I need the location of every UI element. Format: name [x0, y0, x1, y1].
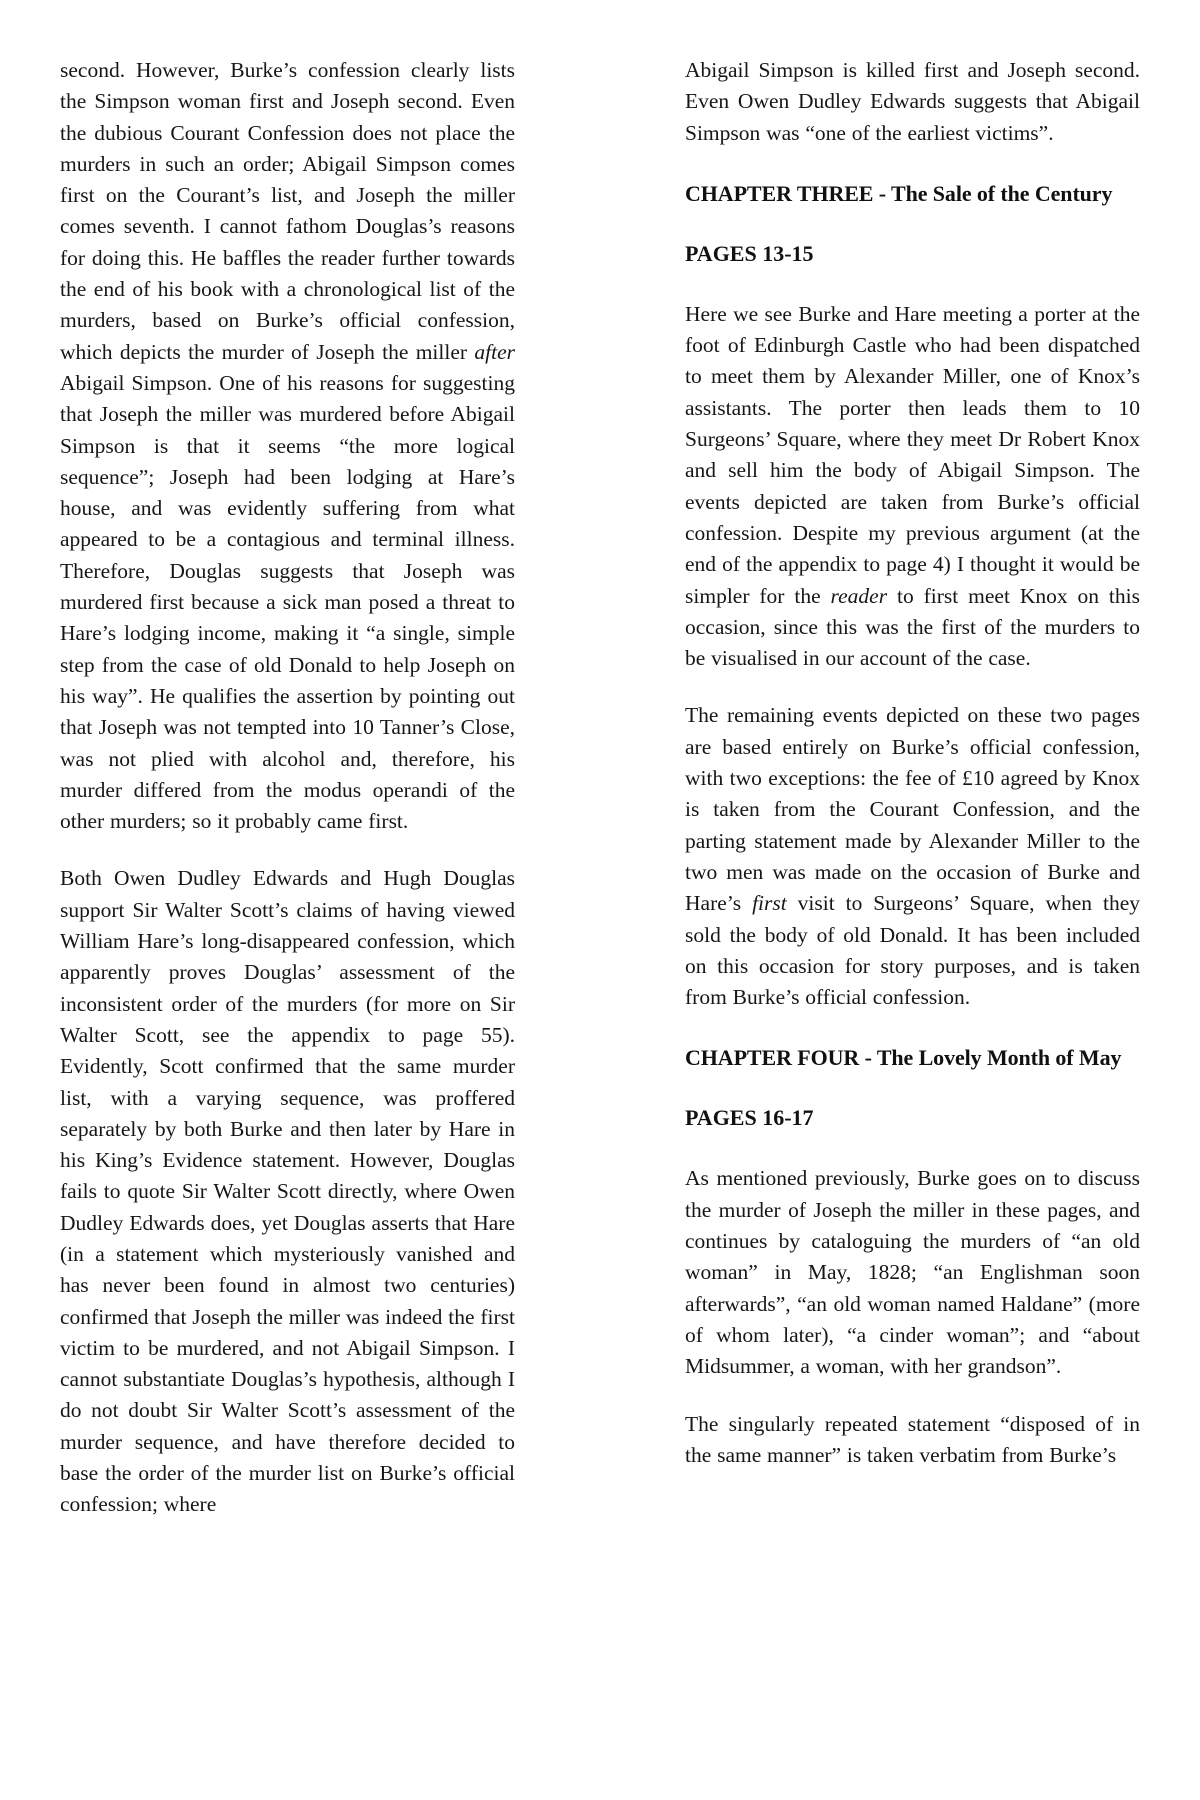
paragraph-mentioned: As mentioned previously, Burke goes on to discuss the murder of Joseph the miller in these pages, and continues by cataloguing the murders of “an old woman” in May, 1828; “an Englishman soon afterwards”, “an old woman named Haldane” (more of whom later), “a cinder woman”; and “about Midsummer, a woman, with her grandson”.: [685, 1166, 1140, 1379]
paragraph-scott: Both Owen Dudley Edwards and Hugh Douglas support Sir Walter Scott’s claims of having viewed William Hare’s long-disappeared confession, which apparently proves Douglas’ assessment of the inconsistent order of the murders (for more on Sir Walter Scott, see the appendix to page 55). Evidently, Scott confirmed that the same murder list, with a varying sequence, was proffered separately by both Burke and then later by Hare in his King’s Evidence statement. However, Douglas fails to quote Sir Walter Scott directly, where Owen Dudley Edwards does, yet Douglas asserts that Hare (in a statement which mysteriously vanished and has never been found in almost two centuries) confirmed that Joseph the miller was indeed the first victim to be murdered, and not Abigail Simpson. I cannot substantiate Douglas’s hypothesis, although I do not doubt Sir Walter Scott’s assessment of the murder sequence, and have therefore decided to base the order of the murder list on Burke’s official confession; where: [60, 866, 515, 1517]
right-column: [685, 55, 1140, 1471]
chapter-four-heading: CHAPTER FOUR - The Lovely Month of May: [685, 1045, 1122, 1071]
paragraph-abigail: Abigail Simpson is killed first and Joseph second. Even Owen Dudley Edwards suggests that Abigail Simpson was “one of the earliest victims”.: [685, 58, 1140, 145]
two-column-layout: [60, 55, 1140, 1760]
chapter-three-pages-heading: PAGES 13-15: [685, 240, 814, 266]
left-column: [60, 55, 515, 1521]
emphasis-text: after: [474, 339, 515, 364]
paragraph-remaining: The remaining events depicted on these two pages are based entirely on Burke’s official confession, with two exceptions: the fee of £10 agreed by Knox is taken from the Courant Confession, and the parting statement made by Alexander Miller to the two men was made on the occasion of Burke and Hare’s first visit to Surgeons’ Square, when they sold the body of old Donald. It has been included on this occasion for story purposes, and is taken from Burke’s official confession.: [685, 703, 1140, 1010]
emphasis-text: first: [752, 891, 787, 916]
chapter-three-heading: CHAPTER THREE - The Sale of the Century: [685, 180, 1113, 206]
paragraph-porter: Here we see Burke and Hare meeting a porter at the foot of Edinburgh Castle who had been dispatched to meet them by Alexander Miller, one of Knox’s assistants. The porter then leads them to 10 Surgeons’ Square, where they meet Dr Robert Knox and sell him the body of Abigail Simpson. The events depicted are taken from Burke’s official confession. Despite my previous argument (at the end of the appendix to page 4) I thought it would be simpler for the reader to first meet Knox on this occasion, since this was the first of the murders to be visualised in our account of the case.: [685, 301, 1140, 671]
paragraph-singularly: The singularly repeated statement “disposed of in the same manner” is taken verbatim from Burke’s: [685, 1411, 1140, 1467]
paragraph-continued: second. However, Burke’s confession clearly lists the Simpson woman first and Joseph second. Even the dubious Courant Confession does not place the murders in such an order; Abigail Simpson comes first on the Courant’s list, and Joseph the miller comes seventh. I cannot fathom Douglas’s reasons for doing this. He baffles the reader further towards the end of his book with a chronological list of the murders, based on Burke’s official confession, which depicts the murder of Joseph the miller after Abigail Simpson. One of his reasons for suggesting that Joseph the miller was murdered before Abigail Simpson is that it seems “the more logical sequence”; Joseph had been lodging at Hare’s house, and was evidently suffering from what appeared to be a contagious and terminal illness. Therefore, Douglas suggests that Joseph was murdered first because a sick man posed a threat to Hare’s lodging income, making it “a single, simple step from the case of old Donald to help Joseph on his way”. He qualifies the assertion by pointing out that Joseph was not tempted into 10 Tanner’s Close, was not plied with alcohol and, therefore, his murder differed from the modus operandi of the other murders; so it probably came first.: [60, 58, 515, 834]
emphasis-text: reader: [830, 583, 888, 608]
chapter-four-pages-heading: PAGES 16-17: [685, 1105, 814, 1131]
